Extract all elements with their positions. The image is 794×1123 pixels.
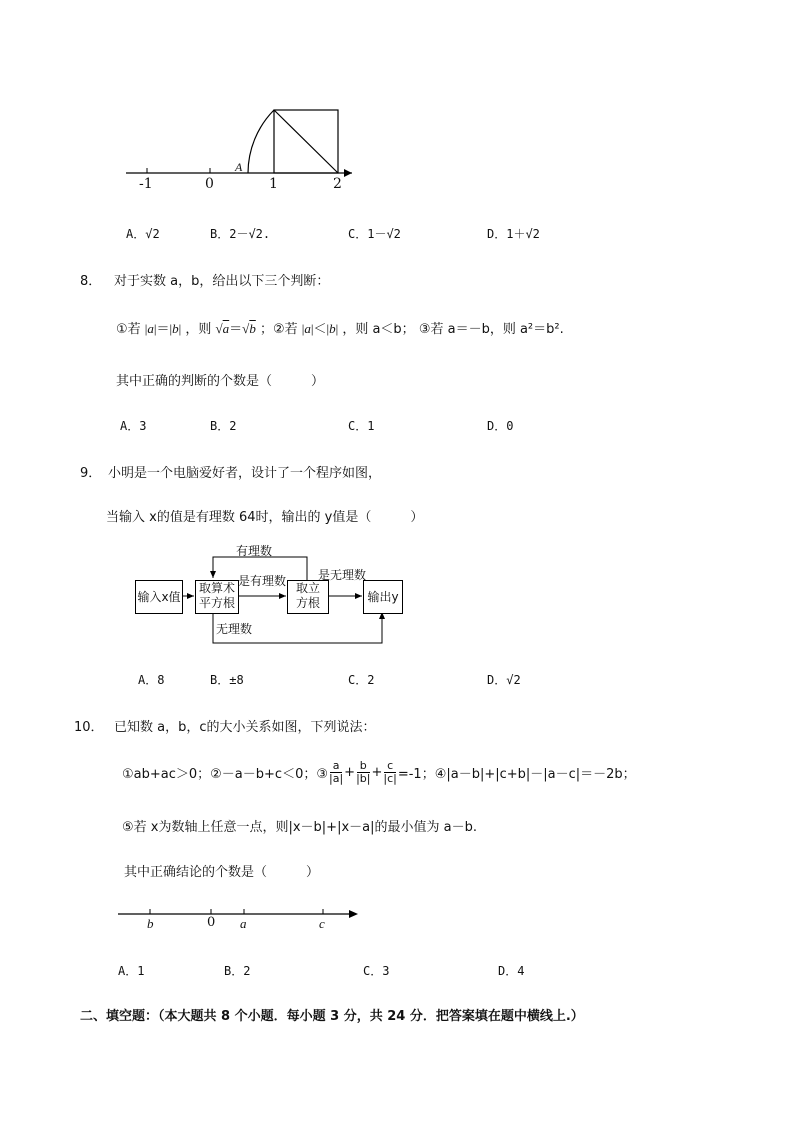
flow-label-rational: 有理数 bbox=[236, 544, 273, 558]
point-a-label: A bbox=[235, 160, 243, 174]
tick-label-1: 1 bbox=[269, 176, 278, 192]
statement-1-2: ①ab+ac＞0；②－a－b+c＜0；③ bbox=[122, 767, 328, 782]
q8-option-b[interactable]: B．2 bbox=[210, 419, 237, 433]
q8-number: 8． bbox=[80, 274, 102, 289]
q10-number: 10． bbox=[74, 720, 104, 735]
q10-option-b[interactable]: B．2 bbox=[224, 964, 251, 978]
axis-label-b: b bbox=[147, 916, 154, 931]
frac-b-num: b bbox=[357, 760, 370, 773]
frac-a-den: |a| bbox=[329, 772, 344, 785]
q8-option-c[interactable]: C．1 bbox=[348, 419, 375, 433]
frac-c-num: c bbox=[384, 760, 396, 773]
q10-stem: 已知数 a，b，c的大小关系如图，下列说法： bbox=[114, 720, 376, 735]
frac-c-den: |c| bbox=[383, 772, 397, 785]
sqrt-eq-formula: √a＝√b bbox=[215, 321, 256, 336]
q9-number: 9． bbox=[80, 466, 102, 481]
plus-sign: + bbox=[371, 765, 383, 780]
flow-output-label: 输出y bbox=[367, 590, 399, 604]
judgement-1-mid: ，则 bbox=[185, 322, 212, 337]
q9-option-a[interactable]: A．8 bbox=[138, 673, 165, 687]
q7-option-b[interactable]: B．2－√2. bbox=[210, 227, 271, 241]
q9-option-c[interactable]: C．2 bbox=[348, 673, 375, 687]
q9-option-d[interactable]: D．√2 bbox=[487, 673, 521, 687]
section-2-title: 二、填空题：（本大题共 8 个小题．每小题 3 分，共 24 分．把答案填在题中横线上.） bbox=[80, 1009, 584, 1024]
q10-statement-5: ⑤若 x为数轴上任意一点，则|x－b|+|x－a|的最小值为 a－b. bbox=[122, 820, 477, 835]
flow-sqrt-line2: 平方根 bbox=[198, 596, 235, 610]
flow-sqrt-line1: 取算术 bbox=[198, 581, 235, 595]
q7-option-c[interactable]: C．1－√2 bbox=[348, 227, 401, 241]
q9-stem: 小明是一个电脑爱好者，设计了一个程序如图， bbox=[108, 466, 382, 481]
judgement-2-prefix: ；②若 bbox=[259, 322, 298, 337]
q8-stem: 对于实数 a，b，给出以下三个判断： bbox=[114, 274, 330, 289]
q9-option-b[interactable]: B．±8 bbox=[210, 673, 244, 687]
q10-question: 其中正确结论的个数是（ ） bbox=[124, 865, 320, 880]
statement-3-4-tail: =-1；④|a－b|+|c+b|－|a－c|＝－2b； bbox=[397, 767, 636, 782]
axis-label-a: a bbox=[240, 916, 247, 931]
frac-a-num: a bbox=[330, 760, 343, 773]
q10-option-c[interactable]: C．3 bbox=[363, 964, 390, 978]
flow-cube-line1: 取立 bbox=[295, 581, 320, 595]
flow-label-is-rational: 是有理数 bbox=[238, 574, 287, 588]
tick-label-neg1: -1 bbox=[139, 176, 153, 192]
judgement-3: ③若 a＝－b，则 a²＝b². bbox=[418, 322, 564, 337]
q10-option-d[interactable]: D．4 bbox=[498, 964, 525, 978]
abs-eq-formula: |a|＝|b| bbox=[144, 321, 182, 336]
q8-question: 其中正确的判断的个数是（ ） bbox=[116, 374, 325, 389]
q8-option-d[interactable]: D．0 bbox=[487, 419, 514, 433]
axis-label-0: 0 bbox=[207, 915, 216, 930]
flow-input-label: 输入x值 bbox=[137, 590, 181, 604]
flow-label-is-irrational: 是无理数 bbox=[318, 568, 367, 582]
tick-label-0: 0 bbox=[205, 176, 214, 192]
q8-option-a[interactable]: A．3 bbox=[120, 419, 147, 433]
q10-option-a[interactable]: A．1 bbox=[118, 964, 145, 978]
tick-label-2: 2 bbox=[333, 176, 342, 192]
judgement-1-prefix: ①若 bbox=[116, 322, 141, 337]
plus-sign: + bbox=[344, 765, 356, 780]
axis-label-c: c bbox=[319, 916, 325, 931]
flow-label-irrational: 无理数 bbox=[216, 622, 253, 636]
flow-cube-line2: 方根 bbox=[295, 596, 320, 610]
q9-question: 当输入 x的值是有理数 64时，输出的 y值是（ ） bbox=[106, 510, 424, 525]
frac-b-den: |b| bbox=[356, 772, 371, 785]
abs-lt-formula: |a|＜|b| bbox=[301, 321, 339, 336]
q7-option-d[interactable]: D．1＋√2 bbox=[487, 227, 540, 241]
q7-option-a[interactable]: A．√2 bbox=[126, 227, 160, 241]
judgement-2-tail: ，则 a＜b； bbox=[342, 322, 415, 337]
